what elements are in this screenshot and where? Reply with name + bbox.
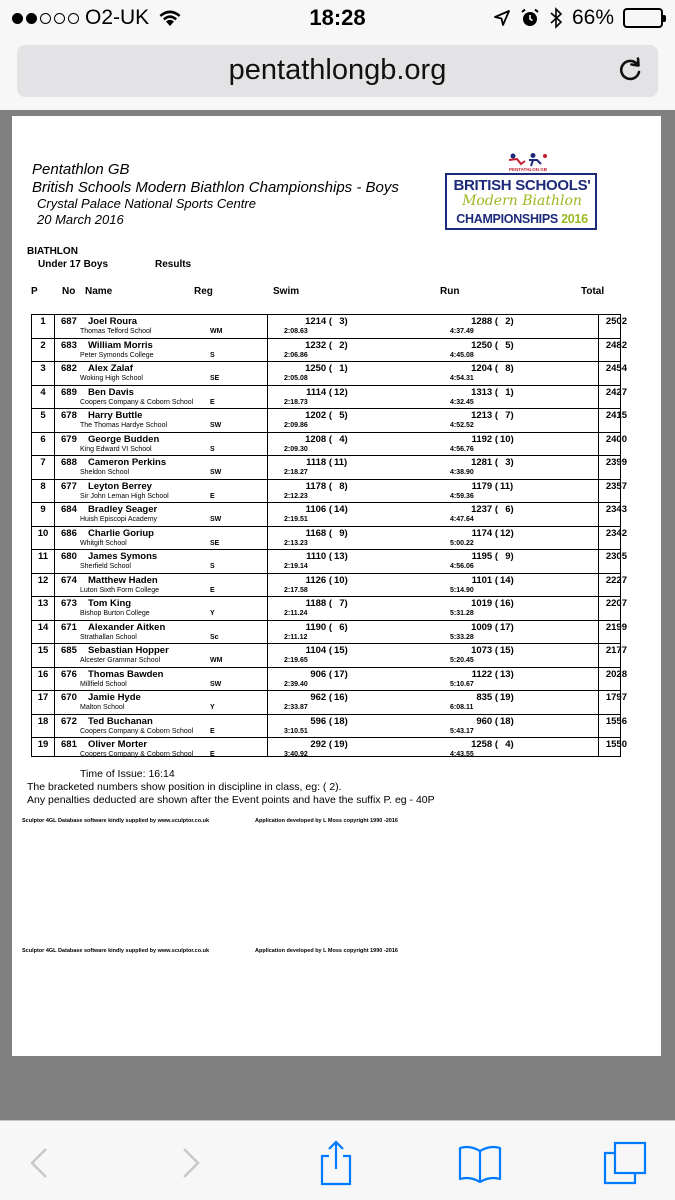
row-run-points: 1288 ( xyxy=(471,316,498,327)
row-total: 2502 xyxy=(605,316,627,327)
row-swim-points: 1190 ( xyxy=(305,621,332,633)
row-swim-position: 17) xyxy=(334,668,348,680)
row-run-points: 1073 ( xyxy=(471,645,498,656)
logo-line-3 xyxy=(449,212,595,226)
row-number: 673 xyxy=(61,598,77,609)
row-swim-points: 1214 ( xyxy=(305,316,332,327)
row-run-position: 8) xyxy=(500,363,514,374)
row-run-time: 4:56.06 xyxy=(450,563,474,570)
row-swim-position: 6) xyxy=(334,621,348,633)
row-school: Coopers Company & Coborn School xyxy=(80,398,194,406)
table-row xyxy=(32,644,627,668)
row-position: 12 xyxy=(37,574,49,586)
row-run-points: 1258 ( xyxy=(471,739,498,750)
row-run-time: 5:43.17 xyxy=(450,727,474,735)
row-position: 1 xyxy=(40,316,46,327)
row-number: 670 xyxy=(61,692,77,703)
row-total: 1556 xyxy=(605,715,627,727)
col-header-run: Run xyxy=(440,286,460,297)
row-swim-position: 16) xyxy=(334,692,348,703)
row-run-position: 6) xyxy=(500,504,514,515)
col-header-no: No xyxy=(62,286,76,297)
row-run-time: 5:10.67 xyxy=(450,680,474,688)
row-total: 2415 xyxy=(605,410,627,421)
page-title: British Schools Modern Biathlon Championships - Boys xyxy=(32,179,399,196)
row-swim-position: 10) xyxy=(334,574,348,586)
row-swim-points: 1110 ( xyxy=(306,551,332,562)
row-swim-points: 1232 ( xyxy=(305,339,332,351)
battery-percent: 66% xyxy=(571,6,614,29)
row-school: Strathallan School xyxy=(80,633,137,641)
row-swim-time: 2:12.23 xyxy=(284,492,308,500)
row-school: Bishop Burton College xyxy=(80,610,150,617)
row-region: S xyxy=(210,351,215,359)
reload-icon[interactable] xyxy=(616,56,644,84)
row-run-position: 19) xyxy=(500,692,514,703)
row-name: Tom King xyxy=(88,598,132,609)
row-swim-points: 962 ( xyxy=(310,692,332,703)
row-name: Matthew Haden xyxy=(88,574,158,586)
row-name: Jamie Hyde xyxy=(88,692,141,703)
row-position: 14 xyxy=(37,621,49,633)
row-number: 682 xyxy=(61,363,77,374)
row-swim-points: 1188 ( xyxy=(305,598,332,609)
row-number: 672 xyxy=(61,715,77,727)
row-total: 2399 xyxy=(605,457,627,468)
row-total: 2227 xyxy=(605,574,627,586)
table-row xyxy=(32,409,627,433)
row-position: 3 xyxy=(40,363,46,374)
row-swim-position: 18) xyxy=(334,715,348,727)
row-run-time: 4:43.55 xyxy=(450,751,474,758)
table-row xyxy=(32,668,627,692)
row-number: 687 xyxy=(61,316,77,327)
row-school: Sherfield School xyxy=(80,563,131,570)
row-number: 688 xyxy=(61,457,77,468)
row-run-position: 17) xyxy=(500,621,514,633)
row-number: 678 xyxy=(61,410,77,421)
row-school: King Edward VI School xyxy=(80,445,152,453)
row-region: S xyxy=(210,563,215,570)
col-header-name: Name xyxy=(85,286,113,297)
row-swim-points: 1178 ( xyxy=(305,480,332,492)
row-swim-points: 1106 ( xyxy=(305,504,332,515)
row-run-time: 4:32.45 xyxy=(450,398,474,406)
row-swim-time: 2:13.23 xyxy=(284,539,308,547)
clock: 18:28 xyxy=(309,5,366,30)
row-run-points: 1192 ( xyxy=(471,433,498,445)
row-run-time: 4:37.49 xyxy=(450,328,474,335)
row-total: 2400 xyxy=(605,433,627,445)
row-region: S xyxy=(210,445,215,453)
status-right xyxy=(493,6,663,30)
row-swim-points: 1250 ( xyxy=(305,363,332,374)
row-total: 2028 xyxy=(605,668,627,680)
row-swim-position: 8) xyxy=(334,480,348,492)
row-name: Charlie Goriup xyxy=(88,527,154,539)
row-run-position: 18) xyxy=(500,715,514,727)
row-swim-points: 292 ( xyxy=(310,739,332,750)
pdf-viewer[interactable] xyxy=(0,110,675,1120)
row-swim-position: 3) xyxy=(334,316,348,327)
row-run-points: 960 ( xyxy=(476,715,498,727)
row-position: 13 xyxy=(37,598,49,609)
chevron-left-icon[interactable] xyxy=(16,1139,64,1187)
row-run-time: 4:38.90 xyxy=(450,469,474,476)
row-position: 8 xyxy=(40,480,46,492)
book-icon[interactable] xyxy=(456,1139,504,1187)
row-region: SW xyxy=(210,680,222,688)
row-swim-time: 2:06.86 xyxy=(284,351,308,359)
row-school: Thomas Telford School xyxy=(80,328,152,335)
row-name: Thomas Bawden xyxy=(88,668,164,680)
row-run-points: 1179 ( xyxy=(471,480,498,492)
table-row xyxy=(32,480,627,504)
row-school: Coopers Company & Coborn School xyxy=(80,727,194,735)
row-run-position: 11) xyxy=(500,480,514,492)
table-row xyxy=(32,362,627,386)
row-school: The Thomas Hardye School xyxy=(80,422,168,429)
row-total: 2177 xyxy=(605,645,627,656)
col-header-pos: P xyxy=(31,286,38,297)
developer-credit: Application developed by L Moss copyright 1990 -2016 xyxy=(255,818,398,824)
row-school: Luton Sixth Form College xyxy=(80,586,159,594)
chevron-right-icon[interactable] xyxy=(166,1139,214,1187)
row-region: E xyxy=(210,586,215,594)
row-number: 679 xyxy=(61,433,77,445)
row-run-points: 1204 ( xyxy=(471,363,498,374)
org-name: Pentathlon GB xyxy=(32,161,130,178)
row-run-time: 4:52.52 xyxy=(450,422,474,429)
row-run-points: 1174 ( xyxy=(471,527,498,539)
location-arrow-icon xyxy=(493,9,511,27)
logo-line-3-text: CHAMPIONSHIPS xyxy=(456,212,558,226)
results-page xyxy=(12,116,661,1056)
row-total: 1550 xyxy=(605,739,627,750)
row-run-time: 4:56.76 xyxy=(450,445,474,453)
row-total: 2199 xyxy=(605,621,627,633)
row-swim-time: 2:11.24 xyxy=(284,610,308,617)
row-swim-time: 2:33.87 xyxy=(284,704,308,711)
row-swim-time: 2:09.86 xyxy=(284,422,308,429)
row-run-time: 4:54.31 xyxy=(450,375,474,382)
row-name: Cameron Perkins xyxy=(88,457,167,468)
row-position: 16 xyxy=(37,668,49,680)
row-swim-position: 14) xyxy=(334,504,348,515)
row-school: Whitgift School xyxy=(80,539,127,547)
row-number: 684 xyxy=(61,504,77,515)
event-name: BIATHLON xyxy=(27,246,78,257)
row-swim-position: 5) xyxy=(334,410,348,421)
row-run-position: 15) xyxy=(500,645,514,656)
row-swim-position: 12) xyxy=(334,386,348,398)
row-swim-points: 1126 ( xyxy=(305,574,332,586)
logo-year: 2016 xyxy=(561,212,588,226)
table-row xyxy=(32,574,627,598)
row-region: SW xyxy=(210,469,222,476)
row-position: 19 xyxy=(37,739,49,750)
row-total: 2207 xyxy=(605,598,627,609)
row-run-position: 7) xyxy=(500,410,514,421)
row-swim-time: 2:19.51 xyxy=(284,516,308,523)
row-name: George Budden xyxy=(88,433,160,445)
row-total: 1797 xyxy=(605,692,627,703)
row-run-points: 1213 ( xyxy=(471,410,498,421)
row-region: Sc xyxy=(210,633,219,641)
row-run-position: 3) xyxy=(500,457,514,468)
results-table xyxy=(31,314,627,758)
row-name: Ben Davis xyxy=(88,386,134,398)
row-swim-time: 2:19.14 xyxy=(284,563,308,570)
battery-icon xyxy=(623,8,663,28)
logo-line-2: Modern Biathlon xyxy=(462,193,582,209)
row-run-points: 1009 ( xyxy=(471,621,498,633)
row-number: 686 xyxy=(61,527,77,539)
row-swim-position: 11) xyxy=(334,457,348,468)
row-position: 11 xyxy=(37,551,49,562)
row-run-position: 10) xyxy=(500,433,514,445)
row-number: 677 xyxy=(61,480,77,492)
row-position: 15 xyxy=(37,645,49,656)
tabs-icon[interactable] xyxy=(601,1139,649,1187)
row-swim-time: 3:10.51 xyxy=(284,727,308,735)
row-run-position: 5) xyxy=(500,339,514,351)
row-run-position: 16) xyxy=(500,598,514,609)
row-region: SE xyxy=(210,539,220,547)
row-name: William Morris xyxy=(88,339,153,351)
time-of-issue: Time of Issue: 16:14 xyxy=(80,768,175,780)
row-run-time: 4:45.08 xyxy=(450,351,474,359)
row-region: E xyxy=(210,492,215,500)
row-run-time: 5:31.28 xyxy=(450,610,474,617)
row-school: Alcester Grammar School xyxy=(80,657,161,664)
row-swim-points: 1114 ( xyxy=(306,386,332,398)
row-name: Harry Buttle xyxy=(88,410,143,421)
row-run-points: 1313 ( xyxy=(471,386,498,398)
class-name: Under 17 Boys xyxy=(38,259,109,270)
row-school: Coopers Company & Coborn School xyxy=(80,751,194,758)
row-swim-points: 596 ( xyxy=(310,715,332,727)
row-total: 2357 xyxy=(605,480,627,492)
logo-line-1: BRITISH SCHOOLS' xyxy=(453,177,591,194)
row-region: Y xyxy=(210,704,215,711)
row-region: SW xyxy=(210,516,222,523)
table-row xyxy=(32,503,627,527)
row-run-points: 1250 ( xyxy=(471,339,498,351)
row-position: 7 xyxy=(40,457,46,468)
row-swim-time: 2:08.63 xyxy=(284,328,308,335)
row-swim-time: 2:09.30 xyxy=(284,445,308,453)
row-number: 674 xyxy=(61,574,77,586)
row-run-time: 4:47.64 xyxy=(450,516,474,523)
row-swim-time: 2:11.12 xyxy=(284,633,308,641)
row-name: Joel Roura xyxy=(88,316,138,327)
col-header-total: Total xyxy=(581,286,605,297)
row-run-time: 5:33.28 xyxy=(450,633,474,641)
row-run-points: 1122 ( xyxy=(471,668,498,680)
alarm-clock-icon xyxy=(520,8,540,28)
row-swim-time: 2:18.27 xyxy=(284,469,308,476)
row-number: 671 xyxy=(61,621,77,633)
row-number: 683 xyxy=(61,339,77,351)
row-position: 17 xyxy=(37,692,49,703)
row-swim-time: 2:39.40 xyxy=(284,680,308,688)
url-text[interactable]: pentathlongb.org xyxy=(228,54,447,86)
col-header-reg: Reg xyxy=(194,286,213,297)
row-school: Huish Episcopi Academy xyxy=(80,516,158,523)
row-run-position: 9) xyxy=(500,551,514,562)
table-row xyxy=(32,456,627,480)
row-school: Millfield School xyxy=(80,680,127,688)
address-bar[interactable] xyxy=(17,45,658,97)
row-run-time: 5:20.45 xyxy=(450,657,474,664)
row-run-time: 4:59.36 xyxy=(450,492,474,500)
row-region: WM xyxy=(210,328,223,335)
table-row xyxy=(32,550,627,574)
carrier-name: O2-UK xyxy=(85,6,150,29)
row-position: 2 xyxy=(40,339,46,351)
logo-box xyxy=(445,173,597,230)
row-swim-position: 15) xyxy=(334,645,348,656)
row-name: Sebastian Hopper xyxy=(88,645,169,656)
row-total: 2305 xyxy=(605,551,627,562)
software-credit-footer: Sculptor 4GL Database software kindly supplied by www.sculptor.co.uk xyxy=(22,948,210,954)
logo-top-text: PENTATHLON GB xyxy=(508,167,548,172)
row-run-time: 5:14.90 xyxy=(450,586,474,594)
penalty-note: Any penalties deducted are shown after the Event points and have the suffix P. eg - 40P xyxy=(27,794,435,806)
row-number: 689 xyxy=(61,386,77,398)
row-swim-points: 1208 ( xyxy=(305,433,332,445)
row-run-points: 1195 ( xyxy=(471,551,498,562)
table-row xyxy=(32,339,627,363)
row-run-position: 4) xyxy=(500,739,514,750)
software-credit: Sculptor 4GL Database software kindly supplied by www.sculptor.co.uk xyxy=(22,818,210,824)
row-run-position: 1) xyxy=(500,386,514,398)
row-swim-points: 906 ( xyxy=(310,668,332,680)
row-run-position: 13) xyxy=(500,668,514,680)
pentathlon-athletes-icon xyxy=(503,152,553,172)
table-row xyxy=(32,315,627,339)
safari-toolbar xyxy=(0,1120,675,1200)
row-swim-points: 1168 ( xyxy=(305,527,332,539)
row-swim-time: 2:17.58 xyxy=(284,586,308,594)
bracket-note: The bracketed numbers show position in discipline in class, eg: ( 2). xyxy=(27,781,342,793)
championships-logo xyxy=(445,152,597,230)
row-swim-position: 19) xyxy=(334,739,348,750)
row-swim-position: 9) xyxy=(334,527,348,539)
event-date: 20 March 2016 xyxy=(37,212,124,227)
table-row xyxy=(32,527,627,551)
row-school: Peter Symonds College xyxy=(80,351,154,359)
row-school: Malton School xyxy=(80,704,125,711)
row-school: Sheldon School xyxy=(80,469,130,476)
row-swim-position: 7) xyxy=(334,598,348,609)
table-row xyxy=(32,597,627,621)
row-swim-points: 1202 ( xyxy=(305,410,332,421)
row-run-points: 1101 ( xyxy=(471,574,498,586)
row-swim-points: 1118 ( xyxy=(306,457,332,468)
row-run-time: 5:00.22 xyxy=(450,539,474,547)
row-region: WM xyxy=(210,657,223,664)
row-region: E xyxy=(210,398,215,406)
row-position: 18 xyxy=(37,715,49,727)
row-swim-points: 1104 ( xyxy=(305,645,332,656)
row-name: Oliver Morter xyxy=(88,739,148,750)
status-bar xyxy=(0,0,675,38)
row-total: 2427 xyxy=(605,386,627,398)
row-position: 5 xyxy=(40,410,46,421)
table-row xyxy=(32,691,627,715)
row-swim-time: 2:19.65 xyxy=(284,657,308,664)
col-header-swim: Swim xyxy=(273,286,300,297)
table-row xyxy=(32,433,627,457)
row-run-points: 1237 ( xyxy=(471,504,498,515)
row-region: E xyxy=(210,727,215,735)
row-total: 2454 xyxy=(605,363,627,374)
row-number: 680 xyxy=(61,551,77,562)
row-run-position: 2) xyxy=(500,316,514,327)
venue: Crystal Palace National Sports Centre xyxy=(37,196,256,211)
row-region: E xyxy=(210,751,215,758)
row-swim-position: 13) xyxy=(334,551,348,562)
row-position: 10 xyxy=(37,527,49,539)
row-school: Sir John Leman High School xyxy=(80,492,169,500)
row-swim-position: 4) xyxy=(334,433,348,445)
row-region: Y xyxy=(210,610,215,617)
row-name: Leyton Berrey xyxy=(88,480,152,492)
row-run-position: 14) xyxy=(500,574,514,586)
row-swim-position: 2) xyxy=(334,339,348,351)
row-name: Alex Zalaf xyxy=(88,363,133,374)
results-label: Results xyxy=(155,259,192,270)
row-number: 685 xyxy=(61,645,77,656)
row-region: SW xyxy=(210,422,222,429)
row-swim-time: 2:18.73 xyxy=(284,398,308,406)
table-row xyxy=(32,738,627,762)
row-swim-time: 2:05.08 xyxy=(284,375,308,382)
row-total: 2343 xyxy=(605,504,627,515)
row-run-points: 1019 ( xyxy=(471,598,498,609)
row-run-time: 6:08.11 xyxy=(450,704,474,711)
row-number: 676 xyxy=(61,668,77,680)
row-total: 2482 xyxy=(605,339,627,351)
row-run-position: 12) xyxy=(500,527,514,539)
bluetooth-icon xyxy=(549,7,563,29)
row-position: 4 xyxy=(40,386,46,398)
row-swim-time: 3:40.92 xyxy=(284,751,308,758)
row-total: 2342 xyxy=(605,527,627,539)
row-run-points: 835 ( xyxy=(476,692,498,703)
row-position: 9 xyxy=(40,504,46,515)
share-icon[interactable] xyxy=(312,1139,360,1187)
table-row xyxy=(32,715,627,739)
row-swim-position: 1) xyxy=(334,363,348,374)
row-number: 681 xyxy=(61,739,77,750)
table-row xyxy=(32,386,627,410)
row-name: James Symons xyxy=(88,551,158,562)
row-school: Woking High School xyxy=(80,375,143,382)
row-position: 6 xyxy=(40,433,46,445)
row-name: Ted Buchanan xyxy=(88,715,153,727)
row-name: Bradley Seager xyxy=(88,504,158,515)
row-name: Alexander Aitken xyxy=(88,621,166,633)
row-run-points: 1281 ( xyxy=(471,457,498,468)
developer-credit-footer: Application developed by L Moss copyright 1990 -2016 xyxy=(255,948,398,954)
row-region: SE xyxy=(210,375,220,382)
table-row xyxy=(32,621,627,645)
